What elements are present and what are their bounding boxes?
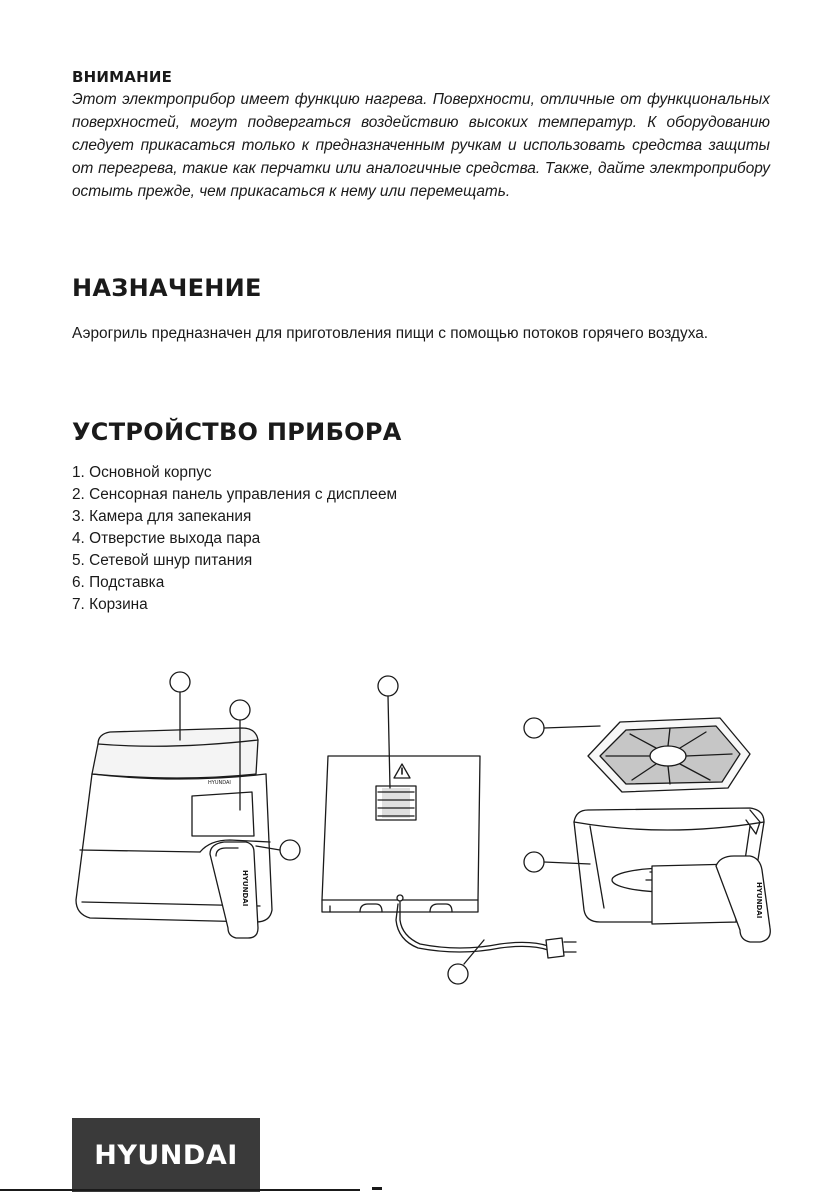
part-item: 3. Камера для запекания xyxy=(72,508,252,525)
airfryer-front-illustration xyxy=(76,728,272,938)
front-brand-label: HYUNDAI xyxy=(208,780,231,786)
warning-text: Этот электроприбор имеет функцию нагрева. Поверхности, отличные от функциональных поверхностей, могут подвергаться воздействию высоких температур. К оборудованию следует прикасаться только к предназначенным ручкам и использовать средства защиты от перегрева, такие как перчатки или аналогичные средства. Также, дайте электроприбору остыть прежде, чем прикасаться к нему или перемещать. xyxy=(72,91,770,200)
hyundai-logo: HYUNDAI xyxy=(72,1118,260,1192)
device-diagram xyxy=(60,660,790,990)
bottom-rule xyxy=(0,1189,360,1191)
basket-illustration xyxy=(574,808,770,942)
callout-circle xyxy=(524,718,544,738)
part-item: 1. Основной корпус xyxy=(72,464,212,481)
part-item: 2. Сенсорная панель управления с дисплеем xyxy=(72,486,398,503)
plate-callout xyxy=(524,718,600,738)
callout-circle xyxy=(448,964,468,984)
warning-title: ВНИМАНИЕ xyxy=(72,68,173,86)
bottom-tick xyxy=(372,1187,382,1190)
callout-circle xyxy=(170,672,190,692)
part-item: 4. Отверстие выхода пара xyxy=(72,530,261,547)
basket-brand-label: HYUNDAI xyxy=(755,882,763,919)
device-heading: УСТРОЙСТВО ПРИБОРА xyxy=(72,418,402,446)
parts-list xyxy=(72,462,397,616)
handle-brand-label: HYUNDAI xyxy=(241,870,249,907)
callout-circle xyxy=(230,700,250,720)
part-item: 6. Подставка xyxy=(72,574,165,591)
purpose-text: Аэрогриль предназначен для приготовления пищи с помощью потоков горячего воздуха. xyxy=(72,325,709,342)
part-item: 7. Корзина xyxy=(72,596,148,613)
callout-circle xyxy=(280,840,300,860)
crisper-plate-illustration xyxy=(588,718,750,792)
warning-block xyxy=(72,68,770,203)
part-item: 5. Сетевой шнур питания xyxy=(72,552,253,569)
callout-circle xyxy=(524,852,544,872)
callout-circle xyxy=(378,676,398,696)
purpose-heading: НАЗНАЧЕНИЕ xyxy=(72,274,262,302)
